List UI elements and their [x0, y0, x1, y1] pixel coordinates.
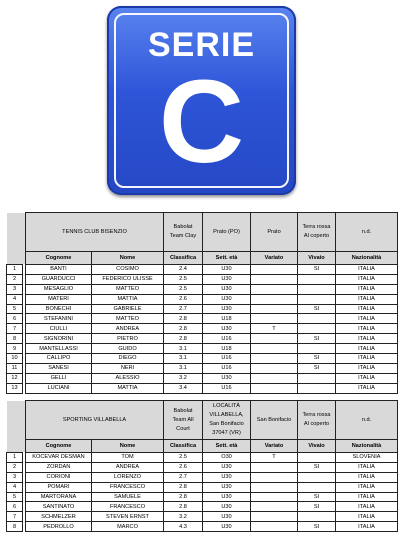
header-cognome: Cognome: [26, 252, 92, 265]
team-table-villabella: [6, 400, 398, 532]
player-nazionalita: ITALIA: [336, 314, 398, 324]
player-vivaio: [298, 314, 336, 324]
player-classifica: 2.8: [164, 482, 203, 492]
player-eta: U18: [203, 314, 251, 324]
venue-address: Prato (PO): [203, 213, 251, 252]
player-nazionalita: ITALIA: [336, 383, 398, 393]
player-variato: [251, 304, 298, 314]
header-nome: Nome: [92, 252, 164, 265]
player-nazionalita: ITALIA: [336, 363, 398, 373]
player-number: 3: [7, 284, 23, 294]
ball-type: Babolat Team All Court: [164, 401, 203, 440]
player-number: 7: [7, 324, 23, 334]
court-type: Terra rossa Al coperto: [298, 213, 336, 252]
player-nazionalita: ITALIA: [336, 324, 398, 334]
player-classifica: 3.2: [164, 512, 203, 522]
player-eta: U30: [203, 265, 251, 275]
blank-cell: [7, 401, 26, 440]
player-nazionalita: ITALIA: [336, 472, 398, 482]
player-nome: FRANCESCO: [92, 502, 164, 512]
player-classifica: 4.3: [164, 522, 203, 532]
player-row: [7, 265, 398, 275]
serie-c-logo: [107, 6, 296, 195]
player-eta: U16: [203, 383, 251, 393]
player-variato: [251, 373, 298, 383]
player-classifica: 2.8: [164, 502, 203, 512]
player-variato: [251, 522, 298, 532]
player-vivaio: SI: [298, 492, 336, 502]
player-nazionalita: ITALIA: [336, 462, 398, 472]
player-number: 10: [7, 354, 23, 364]
player-cognome: KOCEVAR DESMAN: [26, 453, 92, 463]
logo-c-letter: C: [158, 56, 245, 188]
player-classifica: 3.4: [164, 383, 203, 393]
player-eta: U30: [203, 522, 251, 532]
player-row: [7, 324, 398, 334]
player-vivaio: SI: [298, 304, 336, 314]
player-vivaio: SI: [298, 334, 336, 344]
player-eta: U30: [203, 274, 251, 284]
player-eta: U30: [203, 512, 251, 522]
player-number: 12: [7, 373, 23, 383]
player-cognome: MATERI: [26, 294, 92, 304]
venue-city: San Bonifacio: [251, 401, 298, 440]
header-eta: Sett. età: [203, 440, 251, 453]
player-row: [7, 334, 398, 344]
player-vivaio: [298, 453, 336, 463]
header-variato: Variato: [251, 440, 298, 453]
player-row: [7, 492, 398, 502]
player-classifica: 2.5: [164, 453, 203, 463]
player-cognome: GUARDUCCI: [26, 274, 92, 284]
header-vivaio: Vivaio: [298, 252, 336, 265]
player-nome: ANDREA: [92, 324, 164, 334]
player-nome: DIEGO: [92, 354, 164, 364]
player-variato: [251, 363, 298, 373]
player-eta: O30: [203, 453, 251, 463]
player-vivaio: [298, 383, 336, 393]
header-cognome: Cognome: [26, 440, 92, 453]
player-row: [7, 344, 398, 354]
player-cognome: PEDROLLO: [26, 522, 92, 532]
player-number: 5: [7, 304, 23, 314]
player-classifica: 2.8: [164, 324, 203, 334]
player-eta: U30: [203, 482, 251, 492]
player-number: 6: [7, 314, 23, 324]
player-classifica: 3.1: [164, 354, 203, 364]
player-number: 5: [7, 492, 23, 502]
player-row: [7, 462, 398, 472]
player-classifica: 2.4: [164, 265, 203, 275]
player-nome: COSIMO: [92, 265, 164, 275]
player-cognome: BANTI: [26, 265, 92, 275]
player-nazionalita: ITALIA: [336, 334, 398, 344]
player-row: [7, 284, 398, 294]
player-classifica: 2.5: [164, 274, 203, 284]
header-nome: Nome: [92, 440, 164, 453]
header-nazionalita: Nazionalità: [336, 252, 398, 265]
player-nazionalita: ITALIA: [336, 344, 398, 354]
player-variato: [251, 334, 298, 344]
player-nome: MATTIA: [92, 383, 164, 393]
player-row: [7, 482, 398, 492]
player-nazionalita: ITALIA: [336, 373, 398, 383]
player-classifica: 3.1: [164, 363, 203, 373]
player-nazionalita: ITALIA: [336, 265, 398, 275]
player-row: [7, 522, 398, 532]
club-info-row: [7, 401, 398, 440]
player-variato: [251, 274, 298, 284]
player-variato: [251, 314, 298, 324]
player-number: 13: [7, 383, 23, 393]
column-header-row: [7, 252, 398, 265]
player-nazionalita: ITALIA: [336, 492, 398, 502]
player-cognome: POMARI: [26, 482, 92, 492]
player-nazionalita: ITALIA: [336, 284, 398, 294]
player-nome: MATTEO: [92, 314, 164, 324]
player-cognome: CORIONI: [26, 472, 92, 482]
player-vivaio: [298, 324, 336, 334]
player-vivaio: [298, 512, 336, 522]
player-eta: U30: [203, 472, 251, 482]
ball-type: Babolat Team Clay: [164, 213, 203, 252]
player-row: [7, 512, 398, 522]
player-nazionalita: ITALIA: [336, 512, 398, 522]
player-number: 11: [7, 363, 23, 373]
nd-cell: n.d.: [336, 401, 398, 440]
player-cognome: CIULLI: [26, 324, 92, 334]
player-classifica: 2.7: [164, 304, 203, 314]
header-eta: Sett. età: [203, 252, 251, 265]
player-row: [7, 363, 398, 373]
venue-address: LOCALITÀ VILLABELLA, San Bonifacio 37047 (VR): [203, 401, 251, 440]
player-eta: U30: [203, 304, 251, 314]
header-nazionalita: Nazionalità: [336, 440, 398, 453]
header-classifica: Classifica: [164, 440, 203, 453]
player-nome: ANDREA: [92, 462, 164, 472]
player-nome: FEDERICO ULISSE: [92, 274, 164, 284]
player-row: [7, 502, 398, 512]
header-vivaio: Vivaio: [298, 440, 336, 453]
player-number: 2: [7, 462, 23, 472]
player-eta: U16: [203, 363, 251, 373]
player-variato: [251, 294, 298, 304]
player-number: 9: [7, 344, 23, 354]
player-row: [7, 373, 398, 383]
player-classifica: 2.5: [164, 284, 203, 294]
player-variato: [251, 482, 298, 492]
player-variato: [251, 462, 298, 472]
player-vivaio: [298, 472, 336, 482]
player-vivaio: [298, 284, 336, 294]
player-cognome: MESAGLIO: [26, 284, 92, 294]
player-nome: MATTIA: [92, 294, 164, 304]
player-eta: U30: [203, 492, 251, 502]
player-cognome: ZORDAN: [26, 462, 92, 472]
player-cognome: SIGNORINI: [26, 334, 92, 344]
player-number: 4: [7, 482, 23, 492]
player-vivaio: SI: [298, 522, 336, 532]
player-eta: U30: [203, 284, 251, 294]
player-variato: [251, 502, 298, 512]
player-row: [7, 304, 398, 314]
player-nome: ALESSIO: [92, 373, 164, 383]
player-row: [7, 314, 398, 324]
player-row: [7, 354, 398, 364]
player-classifica: 2.8: [164, 314, 203, 324]
player-nome: FRANCESCO: [92, 482, 164, 492]
player-classifica: 3.1: [164, 344, 203, 354]
player-eta: U30: [203, 324, 251, 334]
player-number: 7: [7, 512, 23, 522]
player-nome: SAMUELE: [92, 492, 164, 502]
player-cognome: LUCIANI: [26, 383, 92, 393]
player-variato: T: [251, 453, 298, 463]
club-name: SPORTING VILLABELLA: [26, 401, 164, 440]
player-vivaio: SI: [298, 265, 336, 275]
player-cognome: BONECHI: [26, 304, 92, 314]
player-variato: [251, 512, 298, 522]
player-eta: U30: [203, 462, 251, 472]
player-variato: [251, 472, 298, 482]
player-vivaio: [298, 482, 336, 492]
player-row: [7, 274, 398, 284]
player-vivaio: SI: [298, 502, 336, 512]
player-nome: MATTEO: [92, 284, 164, 294]
player-number: 8: [7, 522, 23, 532]
player-row: [7, 472, 398, 482]
player-variato: [251, 492, 298, 502]
venue-city: Prato: [251, 213, 298, 252]
player-eta: U16: [203, 354, 251, 364]
player-cognome: SANTINATO: [26, 502, 92, 512]
player-number: 1: [7, 265, 23, 275]
player-classifica: 2.8: [164, 492, 203, 502]
player-eta: U30: [203, 373, 251, 383]
player-vivaio: SI: [298, 363, 336, 373]
player-nome: LORENZO: [92, 472, 164, 482]
header-classifica: Classifica: [164, 252, 203, 265]
player-classifica: 2.6: [164, 462, 203, 472]
player-nome: STEVEN ERNST: [92, 512, 164, 522]
player-variato: [251, 265, 298, 275]
player-number: 1: [7, 453, 23, 463]
court-type: Terra rossa Al coperto: [298, 401, 336, 440]
player-classifica: 2.8: [164, 334, 203, 344]
player-vivaio: [298, 373, 336, 383]
player-cognome: CALLIPO: [26, 354, 92, 364]
player-nazionalita: ITALIA: [336, 354, 398, 364]
player-row: [7, 294, 398, 304]
player-nome: GABRIELE: [92, 304, 164, 314]
player-cognome: GELLI: [26, 373, 92, 383]
player-number: 2: [7, 274, 23, 284]
player-variato: T: [251, 324, 298, 334]
player-number: 3: [7, 472, 23, 482]
player-nazionalita: ITALIA: [336, 304, 398, 314]
player-nome: NERI: [92, 363, 164, 373]
player-eta: U30: [203, 502, 251, 512]
player-vivaio: SI: [298, 354, 336, 364]
player-variato: [251, 344, 298, 354]
player-number: 4: [7, 294, 23, 304]
logo-serie-text: SERIE: [147, 26, 256, 64]
player-eta: U30: [203, 294, 251, 304]
player-vivaio: [298, 274, 336, 284]
player-cognome: SANESI: [26, 363, 92, 373]
player-eta: U18: [203, 344, 251, 354]
column-header-row: [7, 440, 398, 453]
player-vivaio: [298, 344, 336, 354]
nd-cell: n.d.: [336, 213, 398, 252]
player-nome: GUIDO: [92, 344, 164, 354]
player-cognome: MARTORANA: [26, 492, 92, 502]
player-nazionalita: ITALIA: [336, 502, 398, 512]
player-number: 6: [7, 502, 23, 512]
header-variato: Variato: [251, 252, 298, 265]
player-variato: [251, 383, 298, 393]
player-nazionalita: ITALIA: [336, 294, 398, 304]
player-classifica: 2.6: [164, 294, 203, 304]
player-nazionalita: ITALIA: [336, 522, 398, 532]
player-nazionalita: SLOVENIA: [336, 453, 398, 463]
player-nome: MARCO: [92, 522, 164, 532]
player-nazionalita: ITALIA: [336, 274, 398, 284]
player-cognome: SCHMELZER: [26, 512, 92, 522]
player-classifica: 2.7: [164, 472, 203, 482]
player-nazionalita: ITALIA: [336, 482, 398, 492]
player-eta: U16: [203, 334, 251, 344]
player-cognome: STEFANINI: [26, 314, 92, 324]
player-classifica: 3.2: [164, 373, 203, 383]
player-nome: PIETRO: [92, 334, 164, 344]
blank-cell: [7, 252, 26, 265]
blank-cell: [7, 440, 26, 453]
player-number: 8: [7, 334, 23, 344]
club-info-row: [7, 213, 398, 252]
player-variato: [251, 354, 298, 364]
blank-cell: [7, 213, 26, 252]
team-table-bisenzio: [6, 212, 398, 394]
player-vivaio: SI: [298, 462, 336, 472]
player-nome: TOM: [92, 453, 164, 463]
player-vivaio: [298, 294, 336, 304]
player-variato: [251, 284, 298, 294]
club-name: TENNIS CLUB BISENZIO: [26, 213, 164, 252]
player-row: [7, 383, 398, 393]
player-row: [7, 453, 398, 463]
player-cognome: MANTELLASSI: [26, 344, 92, 354]
